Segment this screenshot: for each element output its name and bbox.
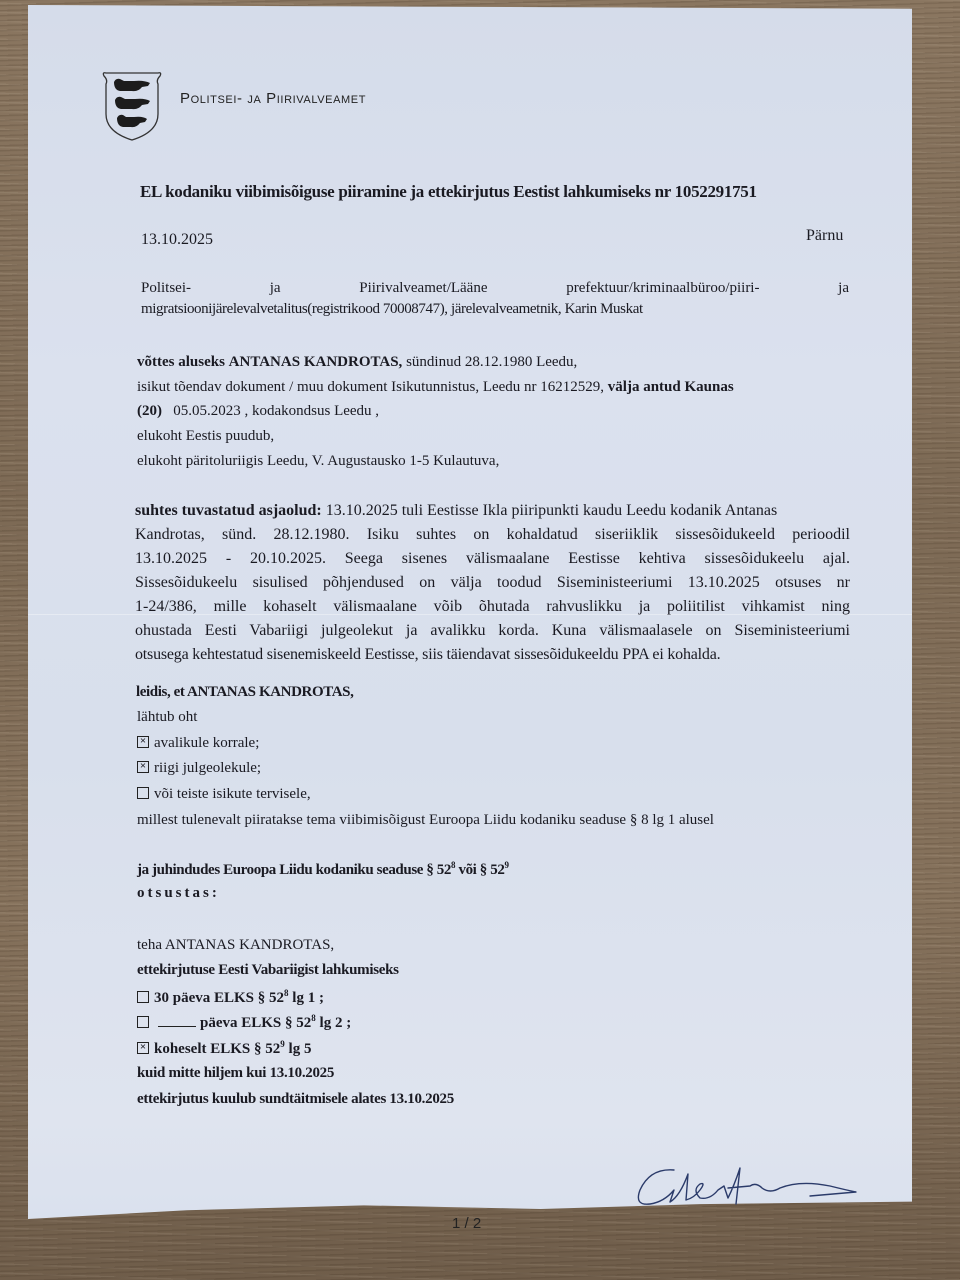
organization-name: Politsei- ja Piirivalveamet [180,90,367,107]
immediately-checkbox [137,1042,149,1054]
option-0-sup: 8 [284,988,289,998]
issued-line [137,403,379,420]
circumstances-line-2: 13.10.2025 - 20.10.2025. Seega sisenes välismaalane Eestisse kehtiva sissesõidukeelu ajal. [135,550,850,567]
option-2-sup: 9 [280,1039,285,1049]
option-1-post: lg 2 ; [315,1015,352,1031]
estonia-coat-of-arms-icon [98,70,166,142]
subject-line [137,354,577,371]
finding-intro: lähtub oht [137,709,198,725]
option-1-sup: 8 [311,1013,316,1023]
basis-prefix: ja juhindudes Euroopa Liidu kodaniku seaduse § 52 [137,862,452,878]
order-line: ettekirjutuse Eesti Vabariigist lahkumiseks [137,962,399,978]
finding-heading: leidis, et ANTANAS KANDROTAS, [136,684,354,700]
decision-basis [137,860,509,879]
issued-label: välja antud Kaunas [607,379,734,395]
issued-rest: 05.05.2023 , kodakondsus Leedu , [162,403,380,419]
issuer-line-1: Politsei- ja Piirivalveamet/Lääne prefektuur/kriminaalbüroo/piiri- ja [141,280,849,296]
basis-sup-1: 8 [451,860,456,870]
page-number: 1 / 2 [452,1215,482,1232]
decision-option-30-days [137,988,324,1007]
decision-option-custom-days [137,1013,351,1032]
health-checkbox [137,787,149,799]
circumstances-line-0 [135,502,777,520]
health-label: või teiste isikute tervisele, [154,786,311,802]
option-2-post: lg 5 [284,1041,312,1057]
option-0-post: lg 1 ; [288,990,324,1006]
issuer-line-2: migratsioonijärelevalvetalitus(registrikood 70008747), järelevalveametnik, Karin Muskat [141,301,643,317]
circumstances-line-6: otsusega kehtestatud sisenemiskeeld Eestisse, siis täiendavat sissesõidukeeldu PPA ei kohalda. [135,646,721,663]
basis-sup-2: 9 [504,860,509,870]
circumstances-line-4: 1-24/386, mille kohaselt välismaalane võib õhutada rahvuslikku ja poliitilist vihkamist ning [135,598,850,615]
document-title: EL kodaniku viibimisõiguse piiramine ja ettekirjutus Eestist lahkumiseks nr 1052291751 [140,182,757,201]
finding-option-public-order [137,735,259,752]
circumstances-line-5: ohustada Eesti Vabariigi julgeolekut ja avalikku korda. Kuna välismaalasele on Siseministeeriumi [135,622,850,639]
circumstances-line-1: Kandrotas, sünd. 28.12.1980. Isiku suhtes on kohaldatud siseriiklik sissesõidukeeld perioodil [135,526,850,543]
circumstances-line-3: Sissesõidukeelu sisulised põhjendused on välja toodud Siseministeeriumi 13.10.2025 otsuses nr [135,574,850,591]
state-security-checkbox [137,761,149,773]
basis-mid: või § 52 [455,862,505,878]
issued-code: (20) [137,403,162,419]
document-date: 13.10.2025 [141,231,213,248]
finding-option-state-security [137,760,261,777]
residence-estonia: elukoht Eestis puudub, [137,428,275,444]
subject-lead: võttes aluseks [137,354,225,370]
make-line: teha ANTANAS KANDROTAS, [137,937,335,953]
deadline-line: kuid mitte hiljem kui 13.10.2025 [137,1065,335,1081]
document-place: Pärnu [806,227,844,244]
option-1-pre: päeva ELKS § 52 [200,1015,312,1031]
finding-consequence: millest tulenevalt piiratakse tema viibimisõigust Euroopa Liidu kodaniku seaduse § 8 lg 1 alusel [137,812,714,828]
custom-days-checkbox [137,1016,149,1028]
option-0-pre: 30 päeva ELKS § 52 [154,990,285,1006]
decided-label: otsustas: [137,885,220,901]
id-document-line [137,379,734,396]
circumstances-label: suhtes tuvastatud asjaolud: [135,502,322,519]
enforcement-line: ettekirjutus kuulub sundtäitmisele alates 13.10.2025 [137,1091,454,1107]
public-order-checkbox [137,736,149,748]
id-document: isikut tõendav dokument / muu dokument Isikutunnistus, Leedu nr 16212529, [137,379,608,395]
subject-birth: sündinud 28.12.1980 Leedu, [402,354,578,370]
residence-origin: elukoht päritoluriigis Leedu, V. Augustausko 1-5 Kulautuva, [137,453,500,469]
option-2-pre: koheselt ELKS § 52 [154,1041,281,1057]
finding-option-health [137,786,311,803]
days-blank-field [158,1026,196,1027]
30-days-checkbox [137,991,149,1003]
public-order-label: avalikule korrale; [154,735,260,751]
circumstances-text-0: 13.10.2025 tuli Eestisse Ikla piiripunkti kaudu Leedu kodanik Antanas [321,502,778,519]
handwritten-signature-icon [630,1160,870,1220]
subject-name: ANTANAS KANDROTAS, [228,354,403,370]
decision-option-immediately [137,1039,311,1058]
state-security-label: riigi julgeolekule; [154,760,262,776]
